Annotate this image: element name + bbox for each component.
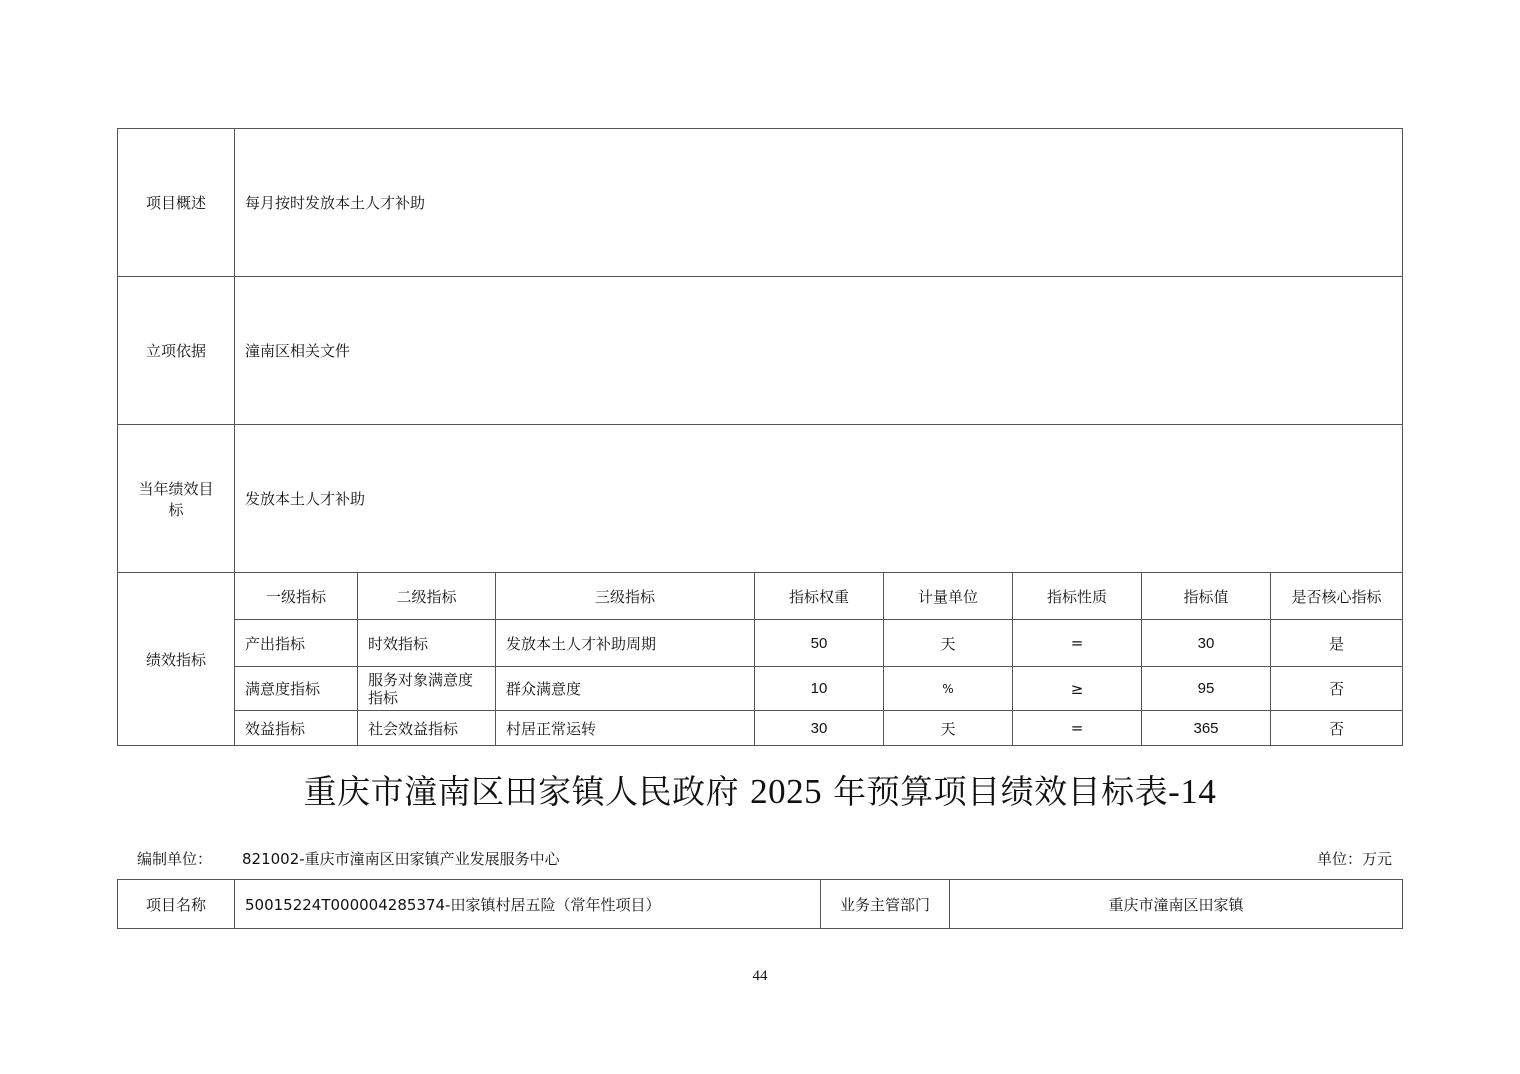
header-weight: 指标权重 [755, 573, 884, 620]
indicators-label: 绩效指标 [118, 573, 235, 746]
row-level1: 产出指标 [235, 620, 358, 667]
title-middle: 年预算项目绩效目标表 [833, 772, 1169, 811]
row-level2: 服务对象满意度指标 [358, 667, 496, 711]
indicator-header-row [118, 573, 1403, 620]
row-level3: 村居正常运转 [496, 711, 755, 746]
row-core: 否 [1271, 667, 1403, 711]
basis-row [118, 277, 1403, 425]
row-core: 否 [1271, 711, 1403, 746]
header-core: 是否核心指标 [1271, 573, 1403, 620]
project-name-label: 项目名称 [118, 880, 235, 929]
row-nature: = [1013, 620, 1142, 667]
goal-label: 当年绩效目标 [118, 425, 235, 573]
table-row [118, 667, 1403, 711]
basis-label: 立项依据 [118, 277, 235, 425]
project-name-table [117, 879, 1403, 929]
project-name-value: 50015224T000004285374-田家镇村居五险（常年性项目） [235, 880, 821, 929]
title-prefix: 重庆市潼南区田家镇人民政府 [303, 772, 740, 811]
row-weight: 10 [755, 667, 884, 711]
summary-value: 每月按时发放本土人才补助 [235, 129, 1403, 277]
row-level2: 社会效益指标 [358, 711, 496, 746]
compiler-value: 821002-重庆市潼南区田家镇产业发展服务中心 [242, 850, 560, 868]
row-weight: 30 [755, 711, 884, 746]
header-nature: 指标性质 [1013, 573, 1142, 620]
row-nature: ≥ [1013, 667, 1142, 711]
header-level2: 二级指标 [358, 573, 496, 620]
currency-unit: 单位：万元 [1316, 850, 1392, 868]
row-nature: = [1013, 711, 1142, 746]
summary-row [118, 129, 1403, 277]
goal-row [118, 425, 1403, 573]
header-level1: 一级指标 [235, 573, 358, 620]
page-title [0, 766, 1520, 813]
row-value: 30 [1142, 620, 1271, 667]
basis-value: 潼南区相关文件 [235, 277, 1403, 425]
row-unit: 天 [884, 711, 1013, 746]
summary-label: 项目概述 [118, 129, 235, 277]
header-unit: 计量单位 [884, 573, 1013, 620]
dept-label: 业务主管部门 [821, 880, 950, 929]
row-value: 365 [1142, 711, 1271, 746]
dept-value: 重庆市潼南区田家镇 [950, 880, 1403, 929]
compiler-label: 编制单位： [137, 850, 213, 868]
project-name-row [118, 880, 1403, 929]
header-value: 指标值 [1142, 573, 1271, 620]
row-core: 是 [1271, 620, 1403, 667]
title-suffix: -14 [1168, 772, 1217, 811]
row-level1: 效益指标 [235, 711, 358, 746]
row-level1: 满意度指标 [235, 667, 358, 711]
goal-value: 发放本土人才补助 [235, 425, 1403, 573]
row-level3: 群众满意度 [496, 667, 755, 711]
row-weight: 50 [755, 620, 884, 667]
row-level3: 发放本土人才补助周期 [496, 620, 755, 667]
row-unit: 天 [884, 620, 1013, 667]
header-level3: 三级指标 [496, 573, 755, 620]
page-number: 44 [752, 968, 768, 984]
table-row [118, 711, 1403, 746]
title-year: 2025 [750, 772, 823, 811]
row-level2: 时效指标 [358, 620, 496, 667]
performance-table [117, 128, 1403, 746]
row-value: 95 [1142, 667, 1271, 711]
table-row [118, 620, 1403, 667]
row-unit: % [884, 667, 1013, 711]
